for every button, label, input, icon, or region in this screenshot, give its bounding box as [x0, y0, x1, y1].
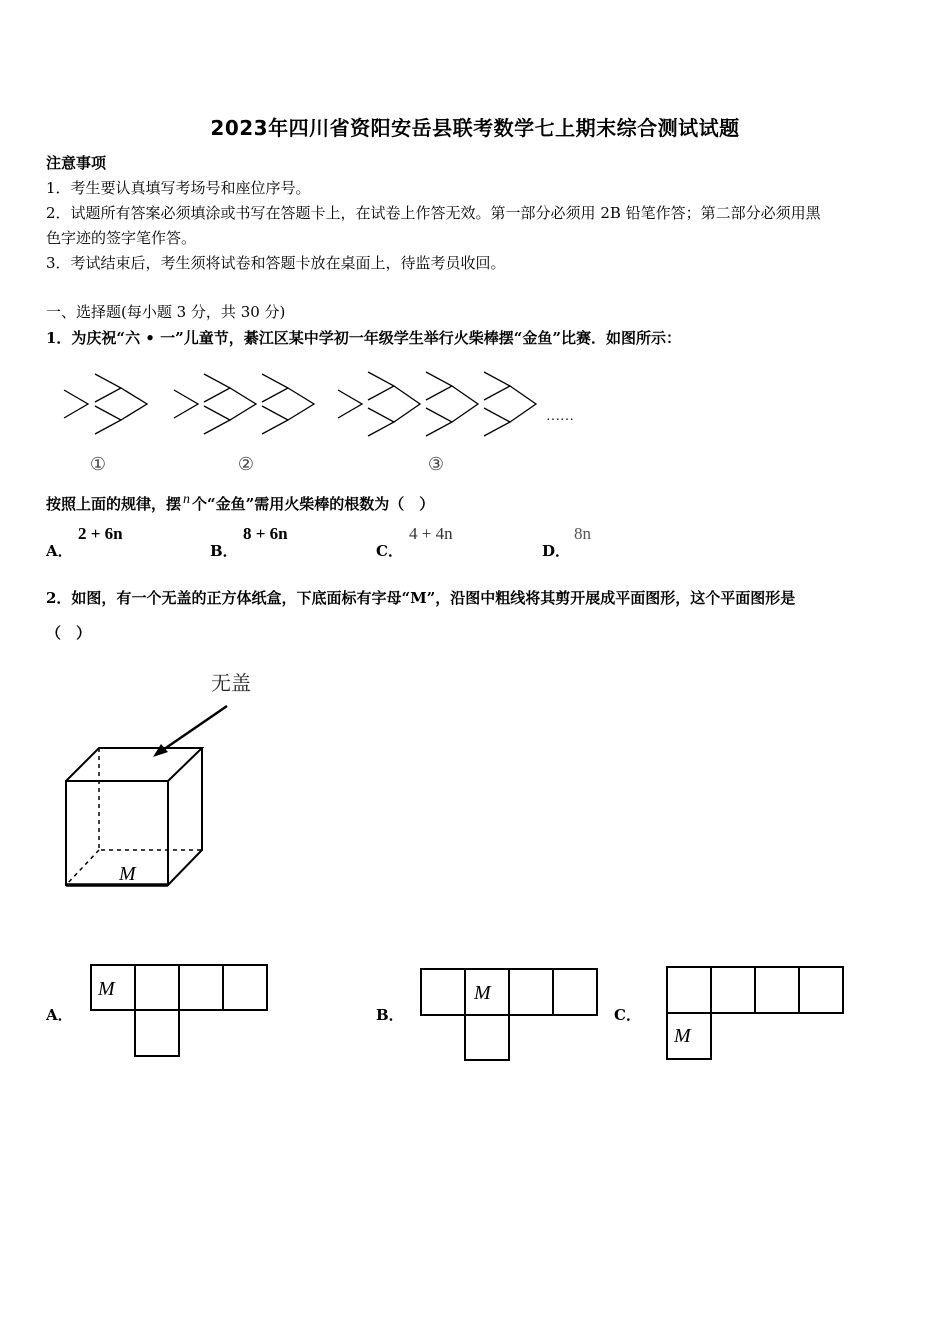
net-square: [755, 967, 799, 1013]
net-square: [179, 965, 223, 1010]
goldfish-3-body-c: [484, 372, 536, 436]
q1-option-a-letter[interactable]: A．: [46, 542, 73, 560]
figure-label-2: ②: [237, 454, 255, 474]
q2-option-a-letter[interactable]: A．: [46, 1006, 73, 1024]
notice-item: 3．考试结束后，考生须将试卷和答题卡放在桌面上，待监考员收回。: [46, 254, 506, 272]
net-square: [711, 967, 755, 1013]
no-lid-label: 无盖: [211, 671, 251, 695]
net-letter: M: [674, 1025, 691, 1047]
q2-option-b-letter[interactable]: B．: [376, 1006, 404, 1024]
goldfish-3-body-b: [426, 372, 478, 436]
figure-label-1: ①: [89, 454, 107, 474]
notice-item: 1．考生要认真填写考场号和座位序号。: [46, 179, 311, 197]
net-square: [135, 965, 179, 1010]
goldfish-2-body-a: [204, 374, 256, 434]
net-square: [223, 965, 267, 1010]
net-square: [667, 967, 711, 1013]
q2-option-c-net[interactable]: [664, 964, 848, 1064]
q1-question-pre: 按照上面的规律，摆: [46, 495, 182, 513]
net-square: [421, 969, 465, 1015]
q2-stem-line1: 2．如图，有一个无盖的正方体纸盒，下底面标有字母“M”，沿图中粗线将其剪开展成平面图形，这个平面图形是: [46, 589, 796, 607]
cube-face-letter: M: [119, 863, 136, 885]
q1-option-d-expr[interactable]: 8n: [574, 524, 591, 543]
arrow-shaft: [157, 706, 227, 754]
net-square: [799, 967, 843, 1013]
q1-option-b-expr[interactable]: 8 + 6n: [243, 524, 288, 543]
arrow-head-icon: [153, 744, 168, 757]
q1-option-d-letter[interactable]: D．: [542, 542, 571, 560]
q1-option-b-letter[interactable]: B．: [210, 542, 238, 560]
figure-ellipsis: ……: [546, 409, 574, 424]
q2-stem-line2: （ ）: [46, 624, 92, 642]
goldfish-1-tail: [64, 390, 88, 418]
goldfish-2-tail: [174, 390, 198, 418]
q1-goldfish-figure: [50, 360, 610, 485]
q2-option-b-net[interactable]: [418, 966, 602, 1064]
section-heading: 一、选择题(每小题 3 分，共 30 分): [46, 303, 286, 321]
net-square: [509, 969, 553, 1015]
q1-question: [46, 493, 434, 514]
notice-item: 2．试题所有答案必须填涂或书写在答题卡上，在试卷上作答无效。第一部分必须用 2B 铅笔作答；第二部分必须用黑: [46, 204, 821, 222]
q1-question-var: n: [183, 492, 191, 507]
figure-label-3: ③: [427, 454, 445, 474]
net-square: [465, 1015, 509, 1060]
goldfish-3-body-a: [368, 372, 420, 436]
q1-option-c-letter[interactable]: C．: [376, 542, 403, 560]
q2-cube-figure: [55, 660, 285, 895]
net-square: [135, 1010, 179, 1056]
notice-heading: 注意事项: [46, 154, 107, 172]
cube-top-edges: [66, 748, 202, 781]
net-square: [553, 969, 597, 1015]
net-letter: M: [98, 978, 115, 1000]
notice-item: 色字迹的签字笔作答。: [46, 229, 197, 247]
net-letter: M: [474, 982, 491, 1004]
q1-option-a-expr[interactable]: 2 + 6n: [78, 524, 123, 543]
q2-option-a-net[interactable]: [88, 962, 272, 1060]
q1-question-post: 个“金鱼”需用火柴棒的根数为（ ）: [192, 495, 435, 513]
goldfish-1-body: [95, 374, 147, 434]
goldfish-2-body-b: [262, 374, 314, 434]
q1-option-c-expr[interactable]: 4 + 4n: [409, 524, 453, 543]
cube-right-edges: [168, 748, 202, 885]
page-title: 2023年四川省资阳安岳县联考数学七上期末综合测试试题: [210, 116, 740, 140]
q2-option-c-letter[interactable]: C．: [614, 1006, 641, 1024]
q1-stem: 1．为庆祝“六 • 一”儿童节，綦江区某中学初一年级学生举行火柴棒摆“金鱼”比赛．如图所示：: [46, 329, 681, 347]
goldfish-3-tail: [338, 390, 362, 418]
goldfish-matchsticks: [64, 372, 536, 436]
